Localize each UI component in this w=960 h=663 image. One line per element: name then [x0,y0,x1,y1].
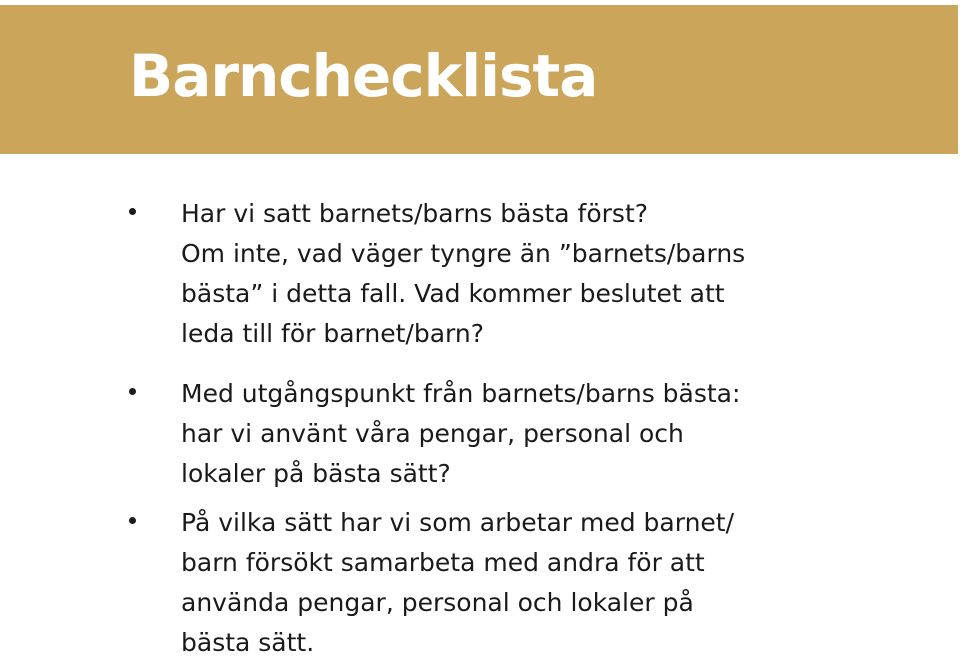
page-title: Barnchecklista [129,42,598,110]
checklist-item-text: Har vi satt barnets/barns bästa först? Om inte, vad väger tyngre än ”barnets/barns bästa” i detta fall. Vad kommer beslutet att leda till för barnet/barn? [181,199,746,348]
checklist-item-text: Med utgångspunkt från barnets/barns bästa: har vi använt våra pengar, personal och lokaler på bästa sätt? [181,379,741,488]
bullet-icon [129,388,136,395]
bullet-icon [129,208,136,215]
checklist-item-text: På vilka sätt har vi som arbetar med barnet/ barn försökt samarbeta med andra för att använda pengar, personal och lokaler på bästa sätt. [181,508,735,657]
bullet-icon [129,517,136,524]
